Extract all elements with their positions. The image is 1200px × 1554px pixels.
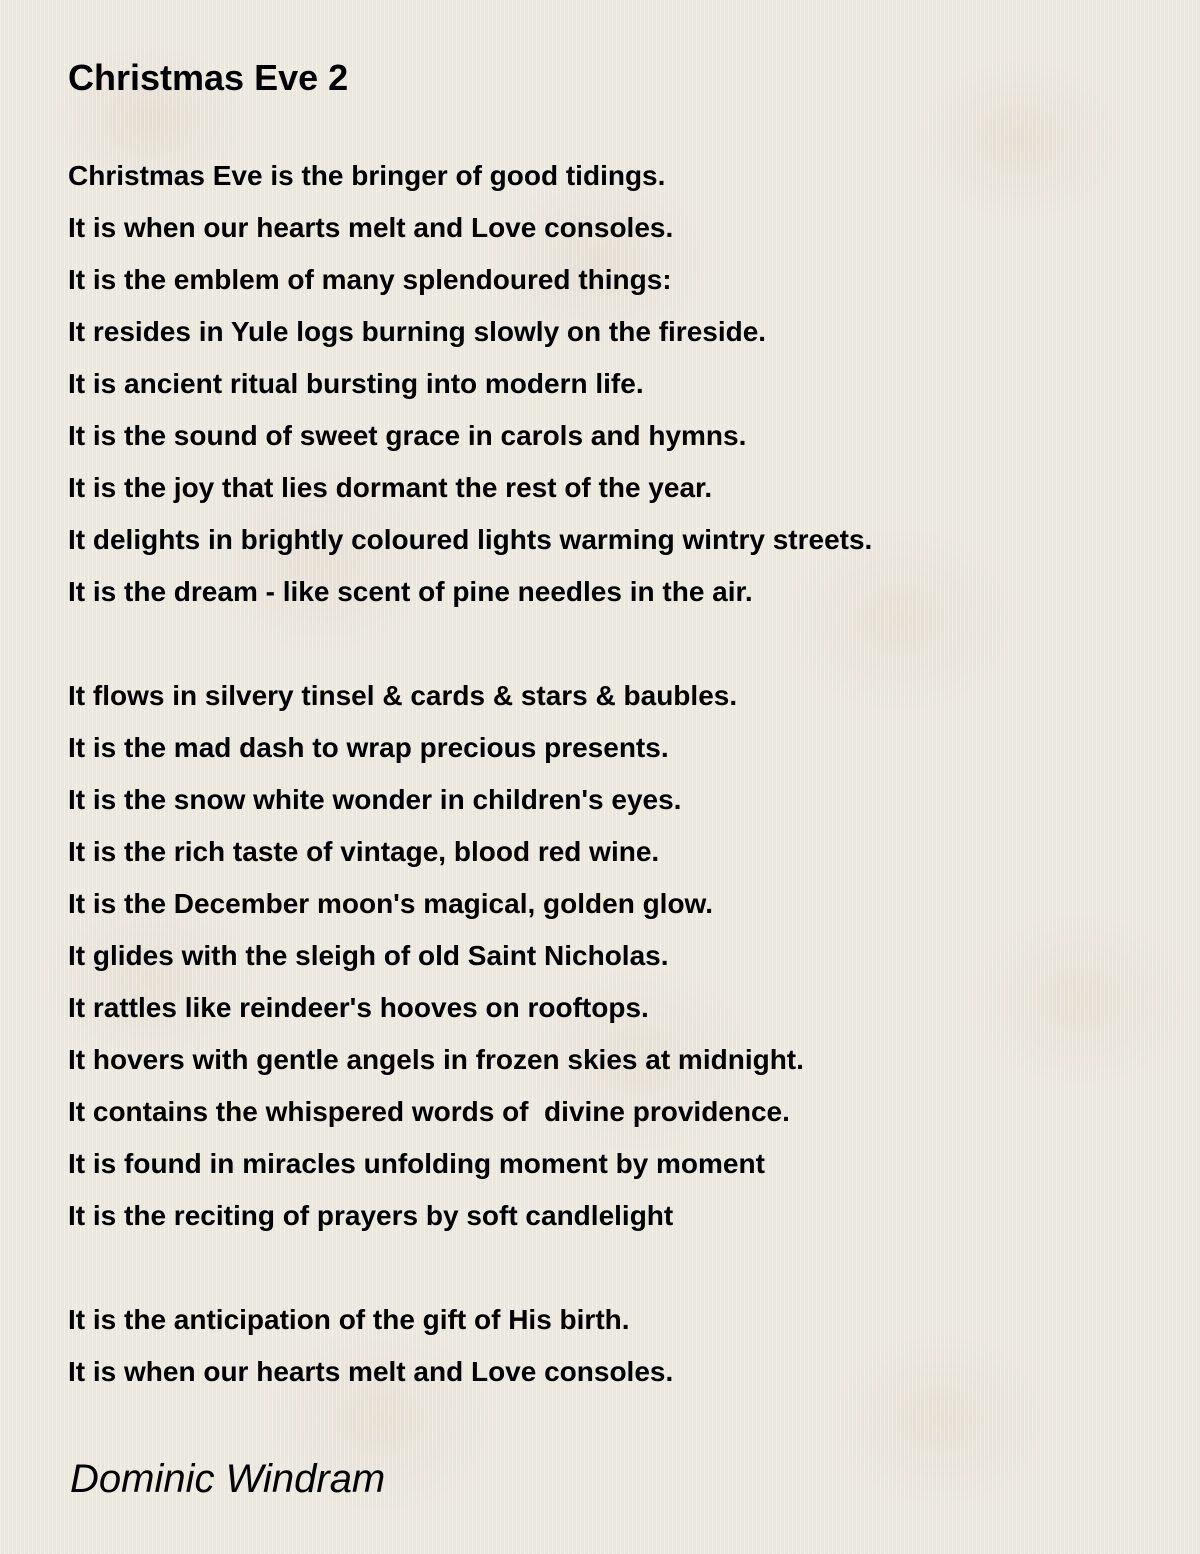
- poem-line: It is the joy that lies dormant the rest of the year.: [68, 472, 713, 503]
- poem-line: It is the mad dash to wrap precious presents.: [68, 732, 669, 763]
- poem-author: Dominic Windram: [70, 1457, 386, 1501]
- poem-line: It is the emblem of many splendoured things:: [68, 264, 672, 295]
- poem-line: It resides in Yule logs burning slowly on the fireside.: [68, 316, 767, 347]
- stanza-2: [68, 670, 872, 1242]
- poem-line: Christmas Eve is the bringer of good tidings.: [68, 160, 666, 191]
- poem-line: It contains the whispered words of divine providence.: [68, 1096, 790, 1127]
- poem-body: [68, 150, 872, 1398]
- poem-line: It is the rich taste of vintage, blood red wine.: [68, 836, 660, 867]
- poem-line: It is the December moon's magical, golden glow.: [68, 888, 714, 919]
- poem-title: Christmas Eve 2: [68, 57, 349, 98]
- poem-line: It delights in brightly coloured lights warming wintry streets.: [68, 524, 873, 555]
- poem-line: It is the sound of sweet grace in carols and hymns.: [68, 420, 747, 451]
- poem-line: It is the snow white wonder in children's eyes.: [68, 784, 682, 815]
- poem-line: It rattles like reindeer's hooves on rooftops.: [68, 992, 649, 1023]
- poem-line: It flows in silvery tinsel & cards & stars & baubles.: [68, 680, 738, 711]
- stanza-3: [68, 1294, 872, 1398]
- poem-line: It is ancient ritual bursting into modern life.: [68, 368, 644, 399]
- poem-line: It is the reciting of prayers by soft candlelight: [68, 1200, 674, 1231]
- poem-line: It is when our hearts melt and Love consoles.: [68, 1356, 674, 1387]
- stanza-1: [68, 150, 872, 618]
- poem-line: It is when our hearts melt and Love consoles.: [68, 212, 674, 243]
- poem-line: It is the anticipation of the gift of His birth.: [68, 1304, 630, 1335]
- poem-line: It is the dream - like scent of pine needles in the air.: [68, 576, 753, 607]
- poem-line: It glides with the sleigh of old Saint Nicholas.: [68, 940, 669, 971]
- poem-line: It hovers with gentle angels in frozen skies at midnight.: [68, 1044, 804, 1075]
- poem-line: It is found in miracles unfolding moment by moment: [68, 1148, 765, 1179]
